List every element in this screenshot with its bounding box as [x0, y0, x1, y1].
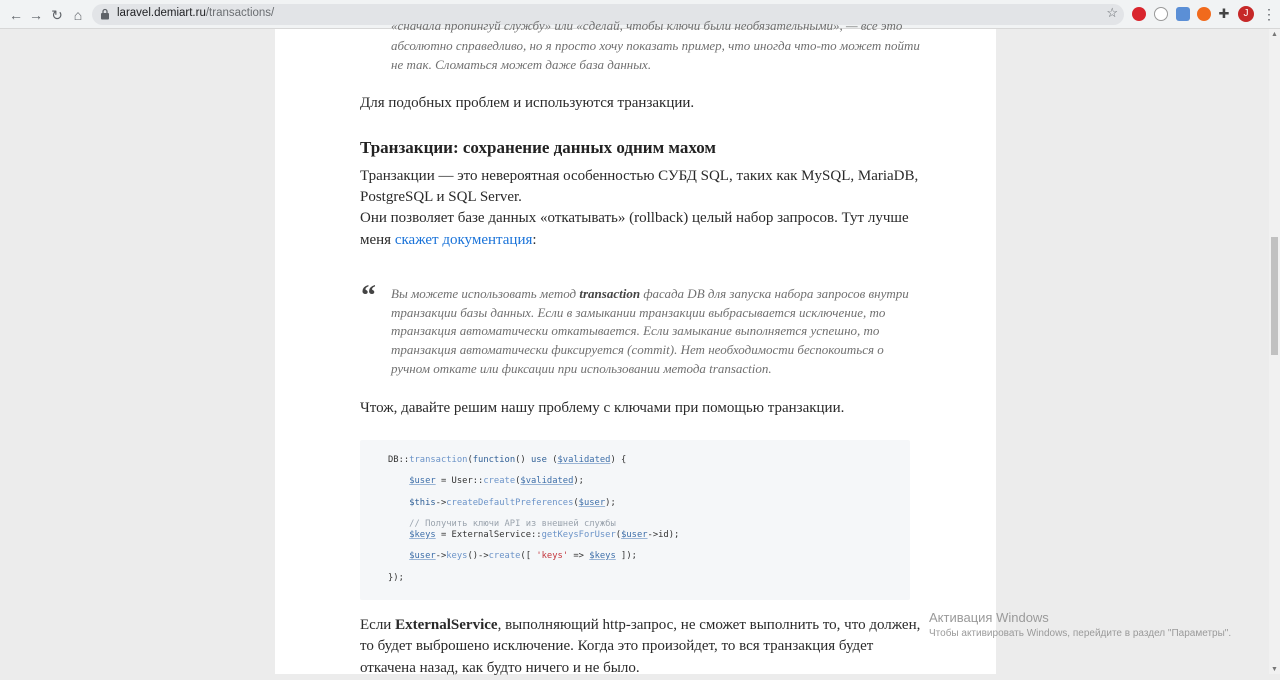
- code-line: });: [388, 573, 404, 583]
- scroll-up-icon[interactable]: ▲: [1271, 30, 1278, 38]
- paragraph-line: Они позволяет базе данных «откатывать» (rollback) целый набор запросов. Тут лучше: [360, 210, 909, 226]
- scroll-down-icon[interactable]: ▼: [1271, 665, 1278, 673]
- code-line: $user = User::create($validated);: [409, 476, 584, 486]
- url-text: laravel.demiart.ru/transactions/: [117, 7, 275, 19]
- quote-top-line3: не так. Сломаться может даже база данных.: [391, 57, 652, 72]
- star-icon[interactable]: ☆: [1106, 5, 1118, 20]
- paragraph-line: меня скажет документация:: [360, 232, 537, 248]
- opera-extension-icon[interactable]: [1132, 7, 1146, 21]
- blockquote-line: Вы можете использовать метод transaction фасада DB для запуска набора запросов внутри: [391, 286, 909, 301]
- blockquote-line: транзакция автоматически фиксируется (commit). Нет необходимости беспокоиться о: [391, 342, 884, 357]
- paragraph-line: откачена назад, как будто ничего и не было.: [360, 660, 640, 676]
- paragraph-intro: Для подобных проблем и используются транзакции.: [360, 95, 695, 111]
- reload-icon[interactable]: ↻: [51, 7, 63, 23]
- puzzle-icon[interactable]: ✚: [1218, 6, 1230, 21]
- extension-icon[interactable]: [1154, 7, 1168, 21]
- code-line: $user->keys()->create([ 'keys' => $keys ]);: [409, 551, 637, 561]
- quote-icon: “: [361, 279, 376, 312]
- blockquote-line: транзакция автоматически откатывается. Если замыкание выполняется успешно, то: [391, 323, 880, 338]
- menu-icon[interactable]: ⋮: [1262, 6, 1276, 22]
- forward-icon[interactable]: →: [29, 7, 43, 23]
- code-comment: // Получить ключи API из внешней службы: [388, 519, 616, 529]
- code-line: DB::transaction(function() use ($validated) {: [388, 455, 627, 465]
- section-heading: Транзакции: сохранение данных одним махом: [360, 138, 716, 157]
- translate-extension-icon[interactable]: [1176, 7, 1190, 21]
- code-block[interactable]: [360, 440, 910, 600]
- fire-extension-icon[interactable]: [1197, 7, 1211, 21]
- paragraph-line: то будет выброшено исключение. Когда это произойдет, то вся транзакция будет: [360, 638, 874, 654]
- blockquote-line: транзакции базы данных. Если в замыкании транзакции выбрасывается исключение, то: [391, 305, 886, 320]
- paragraph-line: Чтож, давайте решим нашу проблему с ключами при помощью транзакции.: [360, 400, 845, 416]
- code-line: $keys = ExternalService::getKeysForUser($user->id);: [409, 530, 680, 540]
- back-icon[interactable]: ←: [9, 7, 23, 23]
- windows-activation-title: Активация Windows: [929, 610, 1049, 625]
- paragraph-line: Если ExternalService, выполняющий http-запрос, не сможет выполнить то, что должен,: [360, 617, 921, 633]
- windows-activation-subtitle: Чтобы активировать Windows, перейдите в раздел "Параметры".: [929, 628, 1232, 639]
- paragraph-line: Транзакции — это невероятная особенностью СУБД SQL, таких как MySQL, MariaDB,: [360, 168, 919, 184]
- blockquote-line: ручном откате или фиксации при использовании метода transaction.: [391, 361, 772, 376]
- page-scrollbar[interactable]: [1269, 29, 1280, 674]
- documentation-link[interactable]: скажет документация: [394, 232, 533, 248]
- quote-top-line2: абсолютно справедливо, но я просто хочу показать пример, что иногда что-то может пойти: [391, 38, 920, 53]
- home-icon[interactable]: ⌂: [73, 7, 83, 23]
- avatar[interactable]: J: [1238, 6, 1254, 22]
- lock-icon[interactable]: [100, 8, 110, 20]
- article-content: [275, 18, 996, 676]
- code-line: $this->createDefaultPreferences($user);: [409, 498, 616, 508]
- quote-top-line1: «сначала пропингуй службу» или «сделай, чтобы ключи были необязательными», — все это: [391, 18, 903, 33]
- paragraph-line: PostgreSQL и SQL Server.: [360, 189, 522, 205]
- scroll-thumb[interactable]: [1271, 237, 1278, 355]
